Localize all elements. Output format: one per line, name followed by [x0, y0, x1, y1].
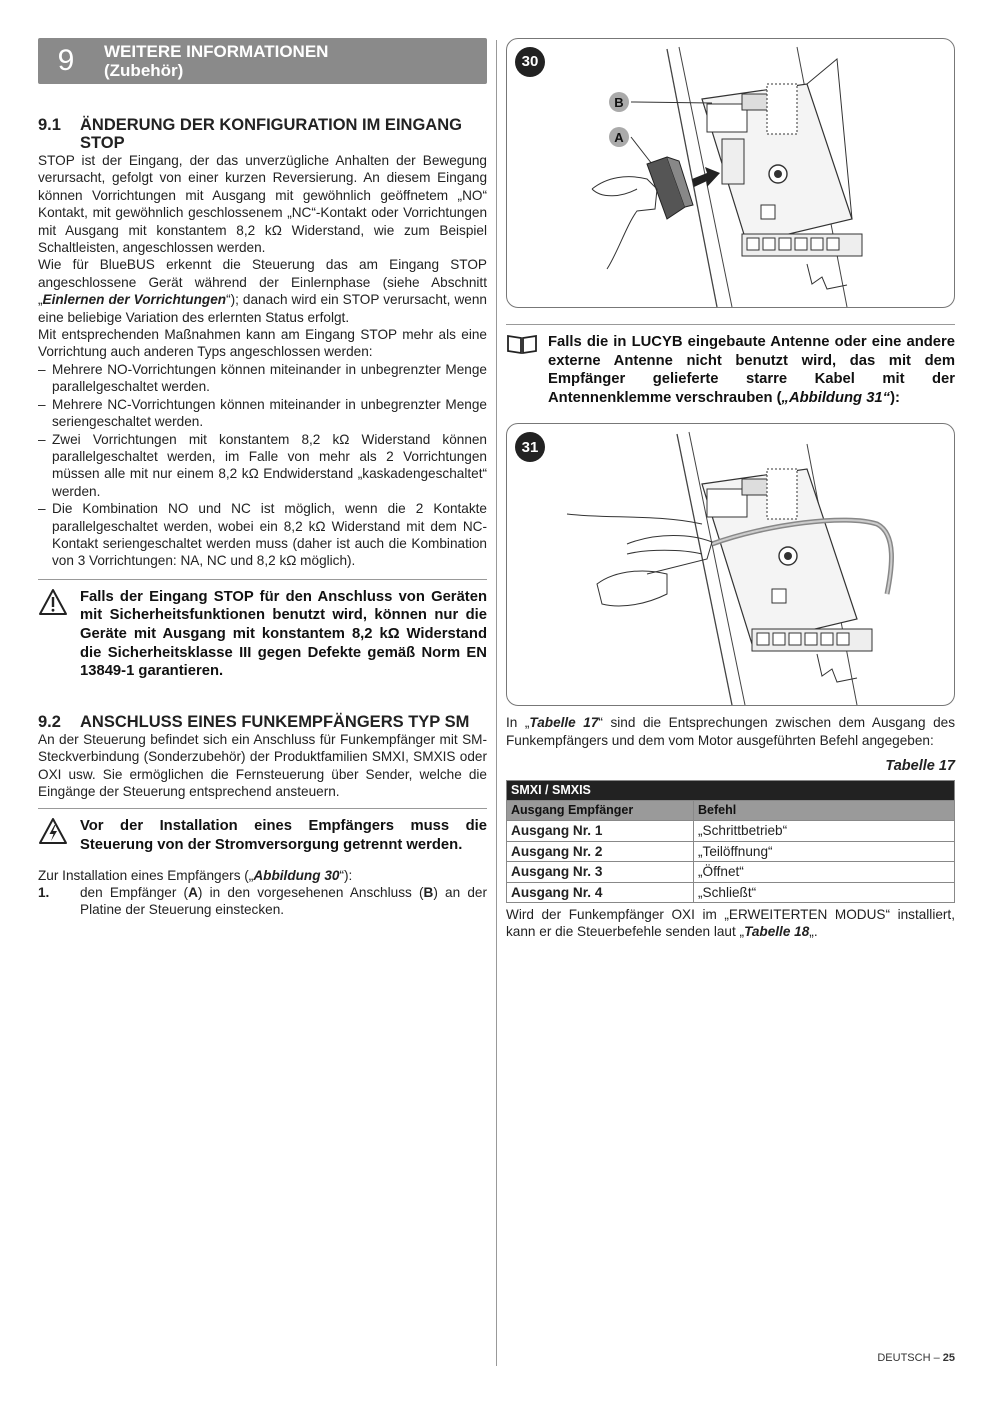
cell-output: Ausgang Nr. 3 [507, 862, 694, 882]
list-item-text: Die Kombination NO und NC ist möglich, wenn die 2 Kontakte parallelgeschaltet werden, wobei ein 8,2 kΩ Widerstand mit dem NC-Kontakt seriengeschaltet werden muss (daher ist auch die Kombination von 3 Vorrichtungen: NA, NC und 8,2 kΩ möglich). [52, 501, 487, 569]
text-run: ) in den vorgesehenen Anschluss ( [197, 884, 424, 900]
info-callout [506, 324, 955, 407]
section-9-1-heading [38, 116, 487, 152]
section-number: 9.1 [38, 116, 61, 134]
table-header-row [507, 801, 955, 821]
text-run: den Empfänger ( [80, 884, 189, 900]
section-number: 9.2 [38, 712, 61, 731]
warning-text: Falls der Eingang STOP für den Anschluss von Geräten mit Sicherheitsfunktionen benutzt wird, können nur die Geräte mit Ausgang mit konstantem 8,2 kΩ Widerstand die Sicherheitsklasse III gegen Defekte gemäß Norm EN 13849-1 garantieren. [80, 588, 487, 680]
right-column [506, 38, 955, 941]
table-row [507, 821, 955, 841]
text-run: In „ [506, 715, 530, 731]
chapter-title [94, 42, 328, 80]
warning-callout [38, 579, 487, 681]
table-reference: Tabelle 17 [529, 715, 599, 731]
table-row [507, 841, 955, 861]
list-item-text: Zwei Vorrichtungen mit konstantem 8,2 kΩ Widerstand können parallelgeschaltet werden, im Falle von mehr als 2 Vorrichtungen müssen alle mit nur einem 8,2 kΩ Endwiderstand „kaskadengeschaltet“ werden. [52, 431, 487, 499]
paragraph [506, 906, 955, 941]
step-number: 1. [38, 884, 50, 900]
text-run: Falls die in LUCYB eingebaute Antenne oder eine andere externe Antenne nicht benutzt wird, das mit dem Empfänger gelieferte starre Kabel mit der Antennenklemme verschrauben ( [548, 334, 955, 406]
dash: – [38, 361, 46, 377]
paragraph: An der Steuerung befindet sich ein Anschluss für Funkempfänger mit SM-Steckverbindung (Sonderzubehör) der Produktfamilien SMXI, SMXIS oder OXI usw. Sie ermöglichen die Fernsteuerung über Sender, welche die Eingänge der Steuerung entsprechend ansteuern. [38, 731, 487, 799]
figure-reference: Abbildung 30 [253, 867, 340, 883]
page-number: 25 [942, 1352, 955, 1364]
paragraph [38, 256, 487, 326]
text-run: Wird der Funkempfänger OXI im „ERWEITERTEN MODUS“ installiert, kann er die Steuerbefehle senden laut „ [506, 907, 955, 940]
figure-30 [506, 38, 955, 308]
section-9-2-heading [38, 713, 487, 731]
text-run: Wie für BlueBUS erkennt die Steuerung das am Eingang STOP angeschlossene Gerät während der Einlernphase (siehe Abschnitt „ [38, 257, 487, 308]
cell-output: Ausgang Nr. 1 [507, 821, 694, 841]
label-ref: A [188, 884, 198, 900]
table-17 [506, 780, 955, 903]
receiver-insertion-illustration [507, 39, 954, 307]
list-item [38, 396, 487, 431]
step-text [80, 884, 487, 919]
paragraph [38, 867, 487, 884]
paragraph [506, 714, 955, 749]
figure-badge: 30 [515, 47, 545, 77]
section-reference: Einlernen der Vorrichtungen [42, 292, 227, 308]
text-run: Zur Installation eines Empfängers („ [38, 867, 254, 883]
warning-text: Vor der Installation eines Empfängers muss die Steuerung von der Stromversorgung getrennt werden. [80, 818, 487, 853]
step-item [38, 884, 487, 919]
list-item [38, 431, 487, 501]
list-item [38, 500, 487, 570]
electric-warning-callout [38, 808, 487, 854]
list-item-text: Mehrere NO-Vorrichtungen können miteinander in unbegrenzter Menge parallelgeschaltet werden. [52, 361, 487, 395]
chapter-number: 9 [57, 44, 75, 77]
cell-command: „Teilöffnung“ [694, 841, 955, 861]
table-title: SMXI / SMXIS [507, 780, 955, 800]
label-ref: B [423, 884, 434, 900]
left-column [38, 38, 487, 919]
text-run: ) an der Platine der Steuerung einstecken. [80, 884, 487, 918]
cell-command: „Öffnet“ [694, 862, 955, 882]
manual-book-icon [506, 333, 548, 407]
column-header: Ausgang Empfänger [507, 801, 694, 821]
dash: – [38, 396, 46, 412]
table-title-row [507, 780, 955, 800]
page-footer [877, 1350, 955, 1367]
paragraph: STOP ist der Eingang, der das unverzügliche Anhalten der Bewegung verursacht, gefolgt von einer kurzen Reversierung. An diesem Eingang können Vorrichtungen mit Ausgang mit gewöhnlich geöffnetem „NO“ Kontakt, mit gewöhnlich geschlossenem „NC“-Kontakt oder Vorrichtungen mit Ausgang mit konstantem 8,2 kΩ Widerstand, wie zum Beispiel Schaltleisten, angeschlossen werden. [38, 153, 487, 256]
info-text [548, 333, 955, 407]
text-run: „. [809, 924, 818, 940]
label-a: A [614, 130, 624, 145]
paragraph: Mit entsprechenden Maßnahmen kann am Eingang STOP mehr als eine Vorrichtung auch anderen Typs angeschlossen werden: [38, 327, 487, 360]
figure-31 [506, 423, 955, 706]
footer-language: DEUTSCH – [877, 1352, 940, 1364]
text-run: “ sind die Entsprechungen zwischen dem Ausgang des Funkempfängers und dem vom Motor ausgeführten Befehl angegeben: [506, 715, 955, 748]
device-list [38, 361, 487, 570]
table-caption: Tabelle 17 [885, 758, 955, 775]
dash: – [38, 431, 46, 447]
table-row [507, 882, 955, 902]
column-divider [496, 40, 497, 1366]
electric-hazard-icon [38, 817, 80, 854]
figure-reference: „Abbildung 31“ [781, 389, 891, 406]
table-row [507, 862, 955, 882]
chapter-title-line1: WEITERE INFORMATIONEN [104, 42, 329, 61]
list-item-text: Mehrere NC-Vorrichtungen können miteinander in unbegrenzter Menge seriengeschaltet werden. [52, 396, 487, 430]
dash: – [38, 501, 46, 517]
section-title: ÄNDERUNG DER KONFIGURATION IM EINGANG STOP [80, 116, 462, 152]
figure-badge: 31 [515, 432, 545, 462]
warning-triangle-icon [38, 588, 80, 681]
table-reference: Tabelle 18 [744, 924, 810, 940]
text-run: ): [890, 389, 900, 406]
cell-command: „Schrittbetrieb“ [694, 821, 955, 841]
antenna-cable-illustration [507, 424, 954, 705]
column-header: Befehl [694, 801, 955, 821]
list-item [38, 361, 487, 396]
text-run: “); danach wird ein STOP verursacht, wenn eine beliebige Variation des erlernten Status erfolgt. [38, 292, 487, 325]
section-title: ANSCHLUSS EINES FUNKEMPFÄNGERS TYP SM [80, 712, 470, 731]
text-run: “): [339, 867, 353, 883]
label-b: B [614, 95, 624, 110]
chapter-header [38, 38, 487, 84]
cell-output: Ausgang Nr. 4 [507, 882, 694, 902]
cell-command: „Schließt“ [694, 882, 955, 902]
cell-output: Ausgang Nr. 2 [507, 841, 694, 861]
chapter-title-line2: (Zubehör) [104, 61, 184, 80]
